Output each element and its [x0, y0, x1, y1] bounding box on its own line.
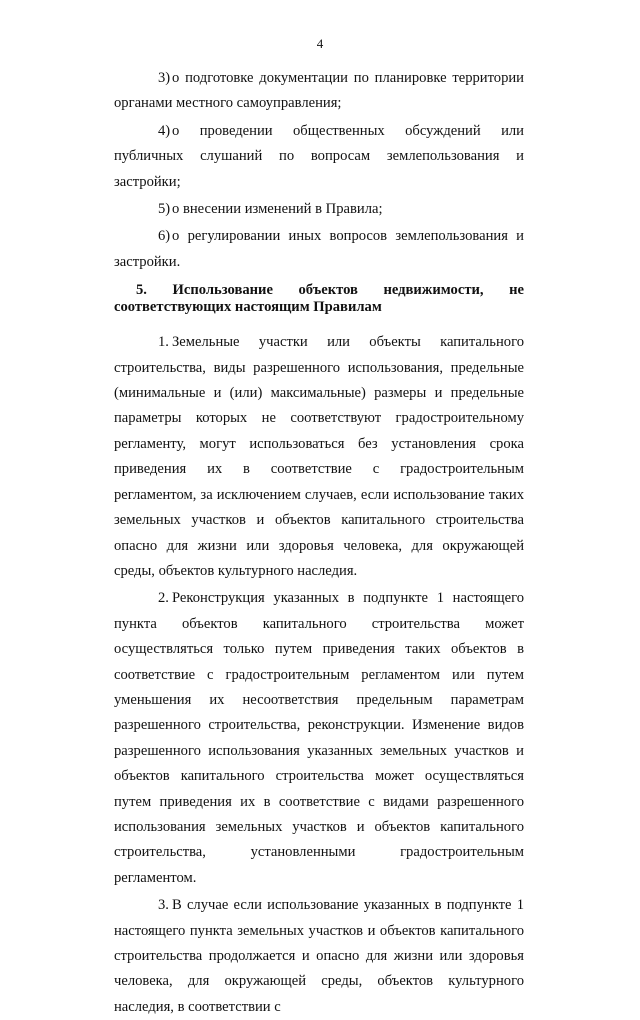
list-item-text: о подготовке документации по планировке территории органами местного самоуправления;: [114, 70, 524, 112]
document-body: [114, 66, 524, 1020]
list-item-number: 5): [158, 201, 171, 218]
list-item: [114, 119, 524, 195]
list-item-number: 4): [158, 122, 171, 139]
list-item: [114, 66, 524, 117]
paragraph: [114, 330, 524, 584]
list-item-text: о регулировании иных вопросов землепользования и застройки.: [114, 228, 524, 270]
page-number: 4: [316, 36, 324, 51]
paragraph-text: В случае если использование указанных в подпункте 1 настоящего пункта земельных участков и объектов капитального строительства продолжается и опасно для жизни или здоровья человека, для окружающей среды, объектов культурного наследия, в соответствии с: [114, 897, 524, 1015]
paragraph-text: Земельные участки или объекты капитального строительства, виды разрешенного использования, предельные (минимальные и (или) максимальные) размеры и предельные параметры которых не соответствуют градостроительному регламенту, могут использоваться без установления срока приведения их в соответствие с градостроительным регламентом, за исключением случаев, если использование таких земельных участков и объектов капитального строительства опасно для жизни или здоровья человека, для окружающей среды, объектов культурного наследия.: [114, 334, 524, 579]
list-item-number: 3): [158, 70, 171, 86]
list-item-number: 6): [158, 228, 171, 245]
section-heading: 5. Использование объектов недвижимости, не соответствующих настоящим Правилам: [114, 282, 524, 316]
list-item: [114, 197, 524, 222]
paragraph: [114, 586, 524, 891]
list-item-text: о внесении изменений в Правила;: [172, 201, 383, 218]
paragraph-text: Реконструкция указанных в подпункте 1 настоящего пункта объектов капитального строительства может осуществляться только путем приведения таких объектов в соответствие с градостроительным регламентом или путем уменьшения их несоответствия предельным параметрам разрешенного строительства, реконструкции. Изменение видов разрешенного использования указанных земельных участков и объектов капитального строительства может осуществляться путем приведения их в соответствие с видами разрешенного использования земельных участков и объектов капитального строительства, установленными градостроительным регламентом.: [114, 590, 524, 886]
paragraph-number: 2.: [158, 590, 169, 607]
paragraph: [114, 893, 524, 1020]
paragraph-number: 1.: [158, 334, 169, 351]
list-item: [114, 224, 524, 275]
list-item-text: о проведении общественных обсуждений или публичных слушаний по вопросам землепользования и застройки;: [114, 122, 524, 190]
paragraph-number: 3.: [158, 897, 169, 914]
